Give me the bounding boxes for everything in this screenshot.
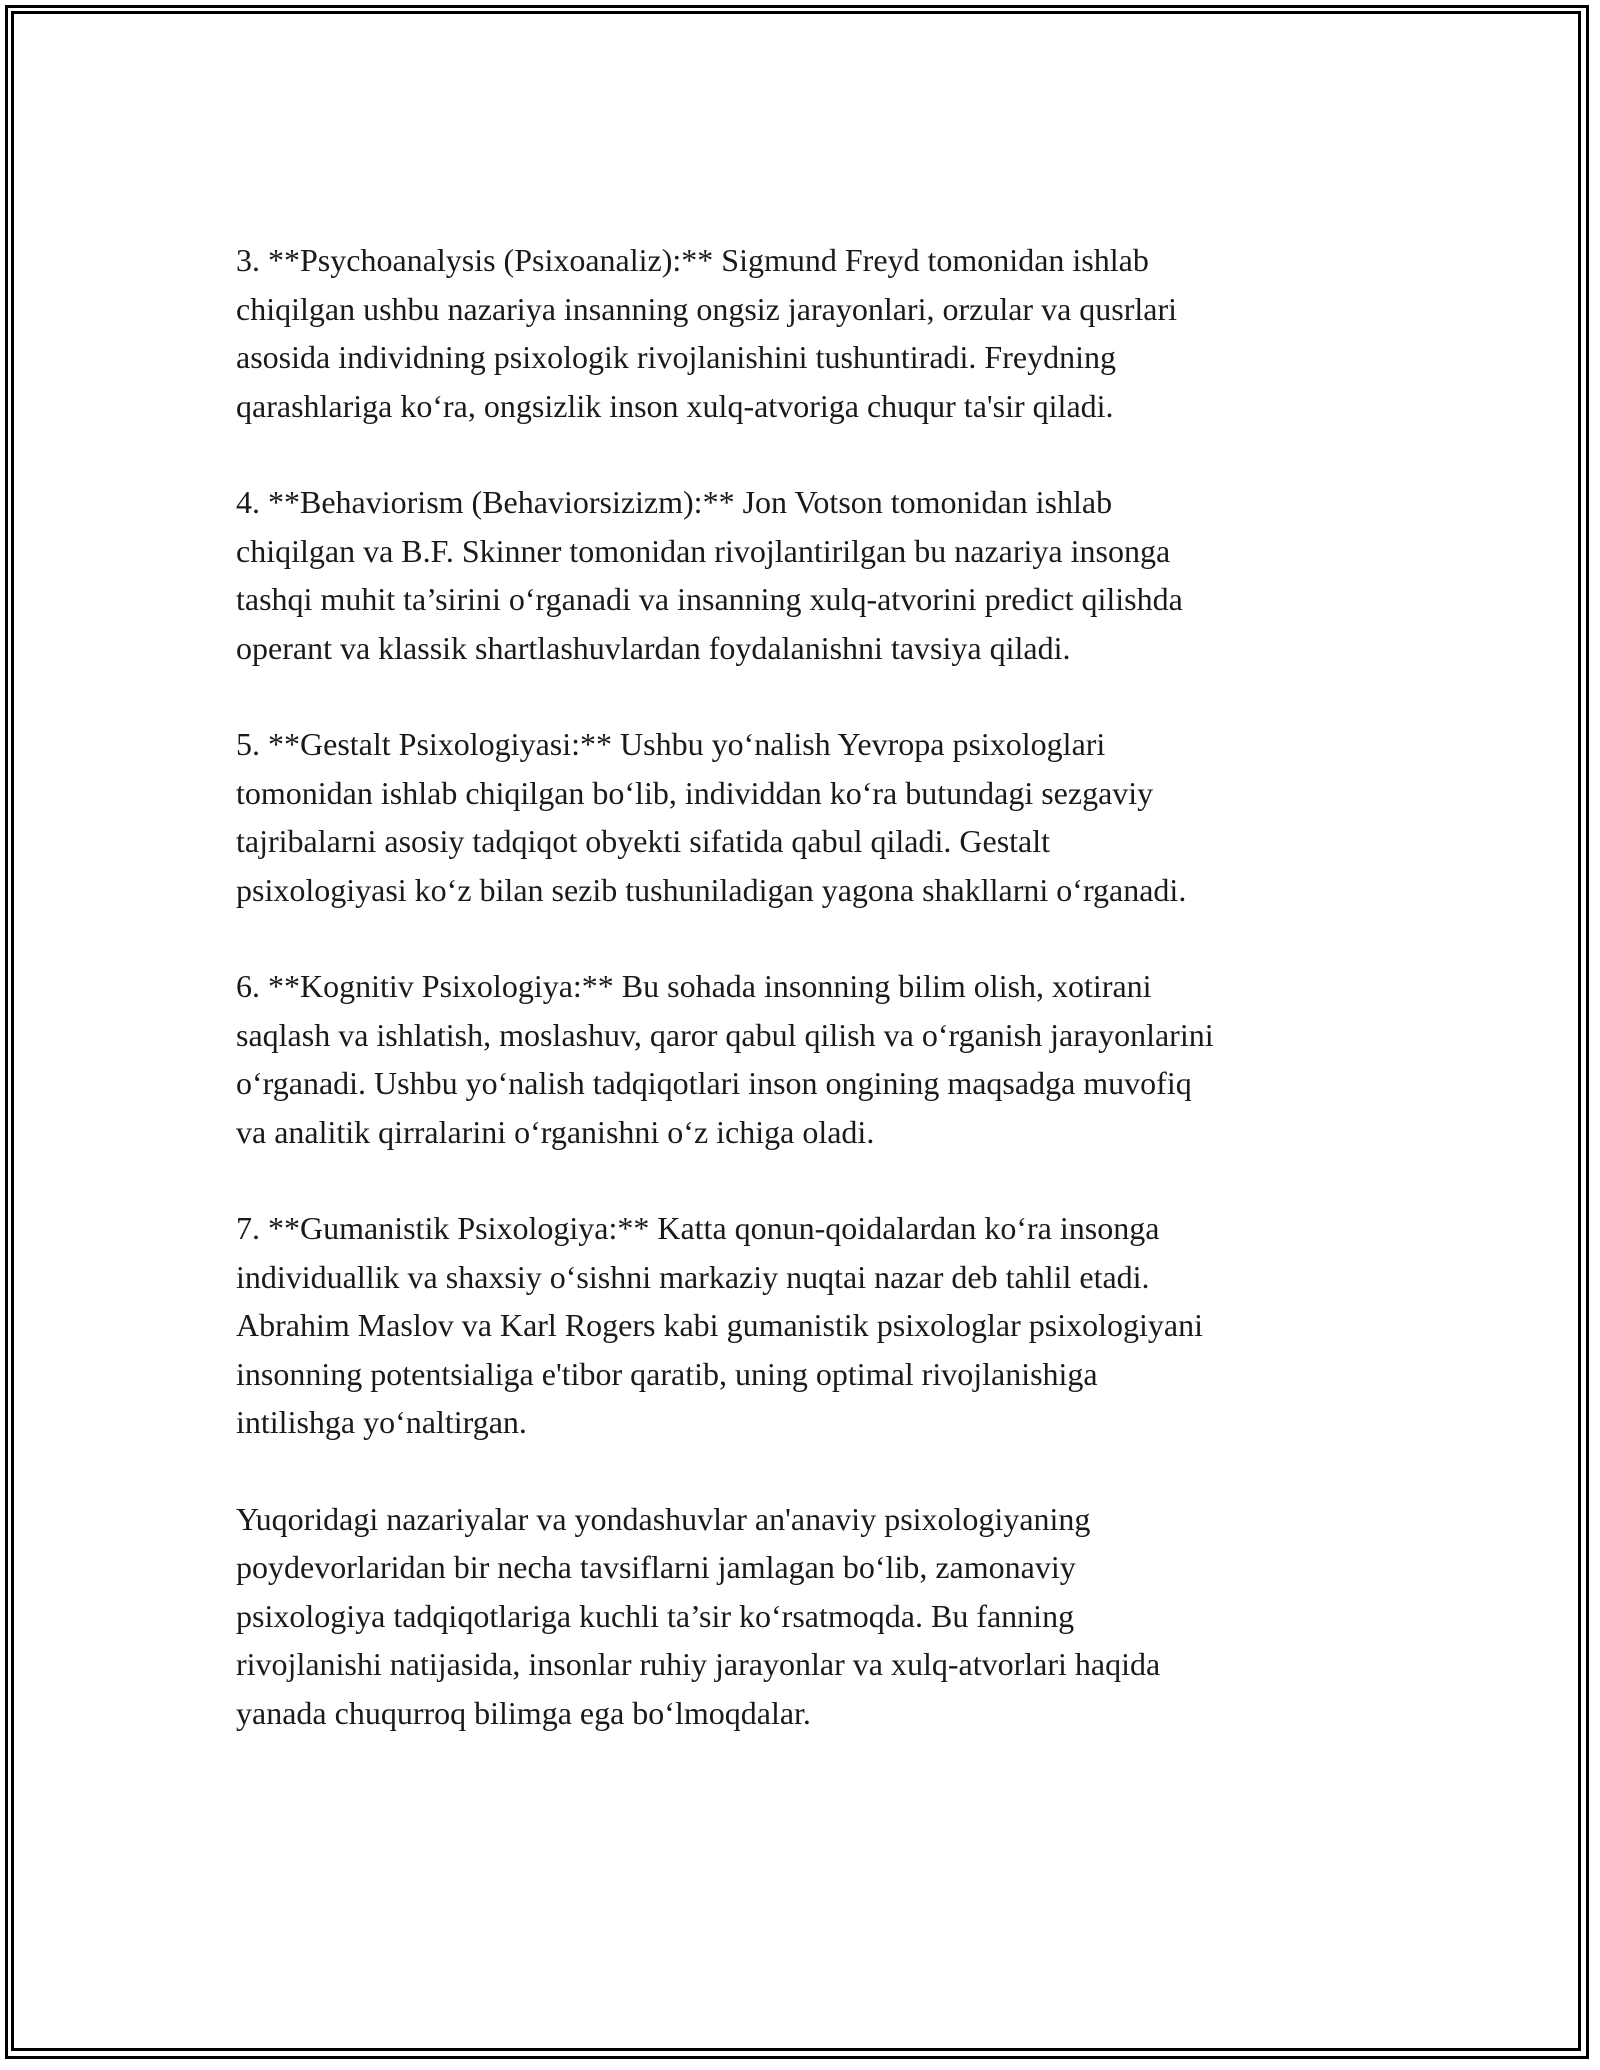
paragraph-gestalt: 5. **Gestalt Psixologiyasi:** Ushbu yo‘nalish Yevropa psixologlari tomonidan ishlab chiqilgan bo‘lib, individdan ko‘ra butundagi sezgaviy tajribalarni asosiy tadqiqot obyekti sifatida qabul qiladi. Gestalt psixologiyasi ko‘z bilan sezib tushuniladigan yagona shakllarni o‘rganadi. [236,726,1187,908]
paragraph-cognitive: 6. **Kognitiv Psixologiya:** Bu sohada insonning bilim olish, xotirani saqlash va ishlatish, moslashuv, qaror qabul qilish va o‘rganish jarayonlarini o‘rganadi. Ushbu yo‘nalish tadqiqotlari inson ongining maqsadga muvofiq va analitik qirralarini o‘rganishni o‘z ichiga oladi. [236,968,1214,1150]
paragraph-psychoanalysis: 3. **Psychoanalysis (Psixoanaliz):** Sigmund Freyd tomonidan ishlab chiqilgan ushbu nazariya insanning ongsiz jarayonlari, orzular va qusrlari asosida individning psixologik rivojlanishini tushuntiradi. Freydning qarashlariga ko‘ra, ongsizlik inson xulq-atvoriga chuqur ta'sir qiladi. [236,242,1178,424]
document-body [236,236,1376,1785]
paragraph-conclusion: Yuqoridagi nazariyalar va yondashuvlar an'anaviy psixologiyaning poydevorlaridan bir necha tavsiflarni jamlagan bo‘lib, zamonaviy psixologiya tadqiqotlariga kuchli ta’sir ko‘rsatmoqda. Bu fanning rivojlanishi natijasida, insonlar ruhiy jarayonlar va xulq-atvorlari haqida yanada chuqurroq bilimga ega bo‘lmoqdalar. [236,1500,1161,1731]
paragraph-humanistic: 7. **Gumanistik Psixologiya:** Katta qonun-qoidalardan ko‘ra insonga individuallik va shaxsiy o‘sishni markaziy nuqtai nazar deb tahlil etadi. Abrahim Maslov va Karl Rogers kabi gumanistik psixologlar psixologiyani insonning potentsialiga e'tibor qaratib, uning optimal rivojlanishiga intilishga yo‘naltirgan. [236,1210,1203,1440]
paragraph-behaviorism: 4. **Behaviorism (Behaviorsizizm):** Jon Votson tomonidan ishlab chiqilgan va B.F. Skinner tomonidan rivojlantirilgan bu nazariya insonga tashqi muhit ta’sirini o‘rganadi va insanning xulq-atvorini predict qilishda operant va klassik shartlashuvlardan foydalanishni tavsiya qiladi. [236,484,1183,666]
